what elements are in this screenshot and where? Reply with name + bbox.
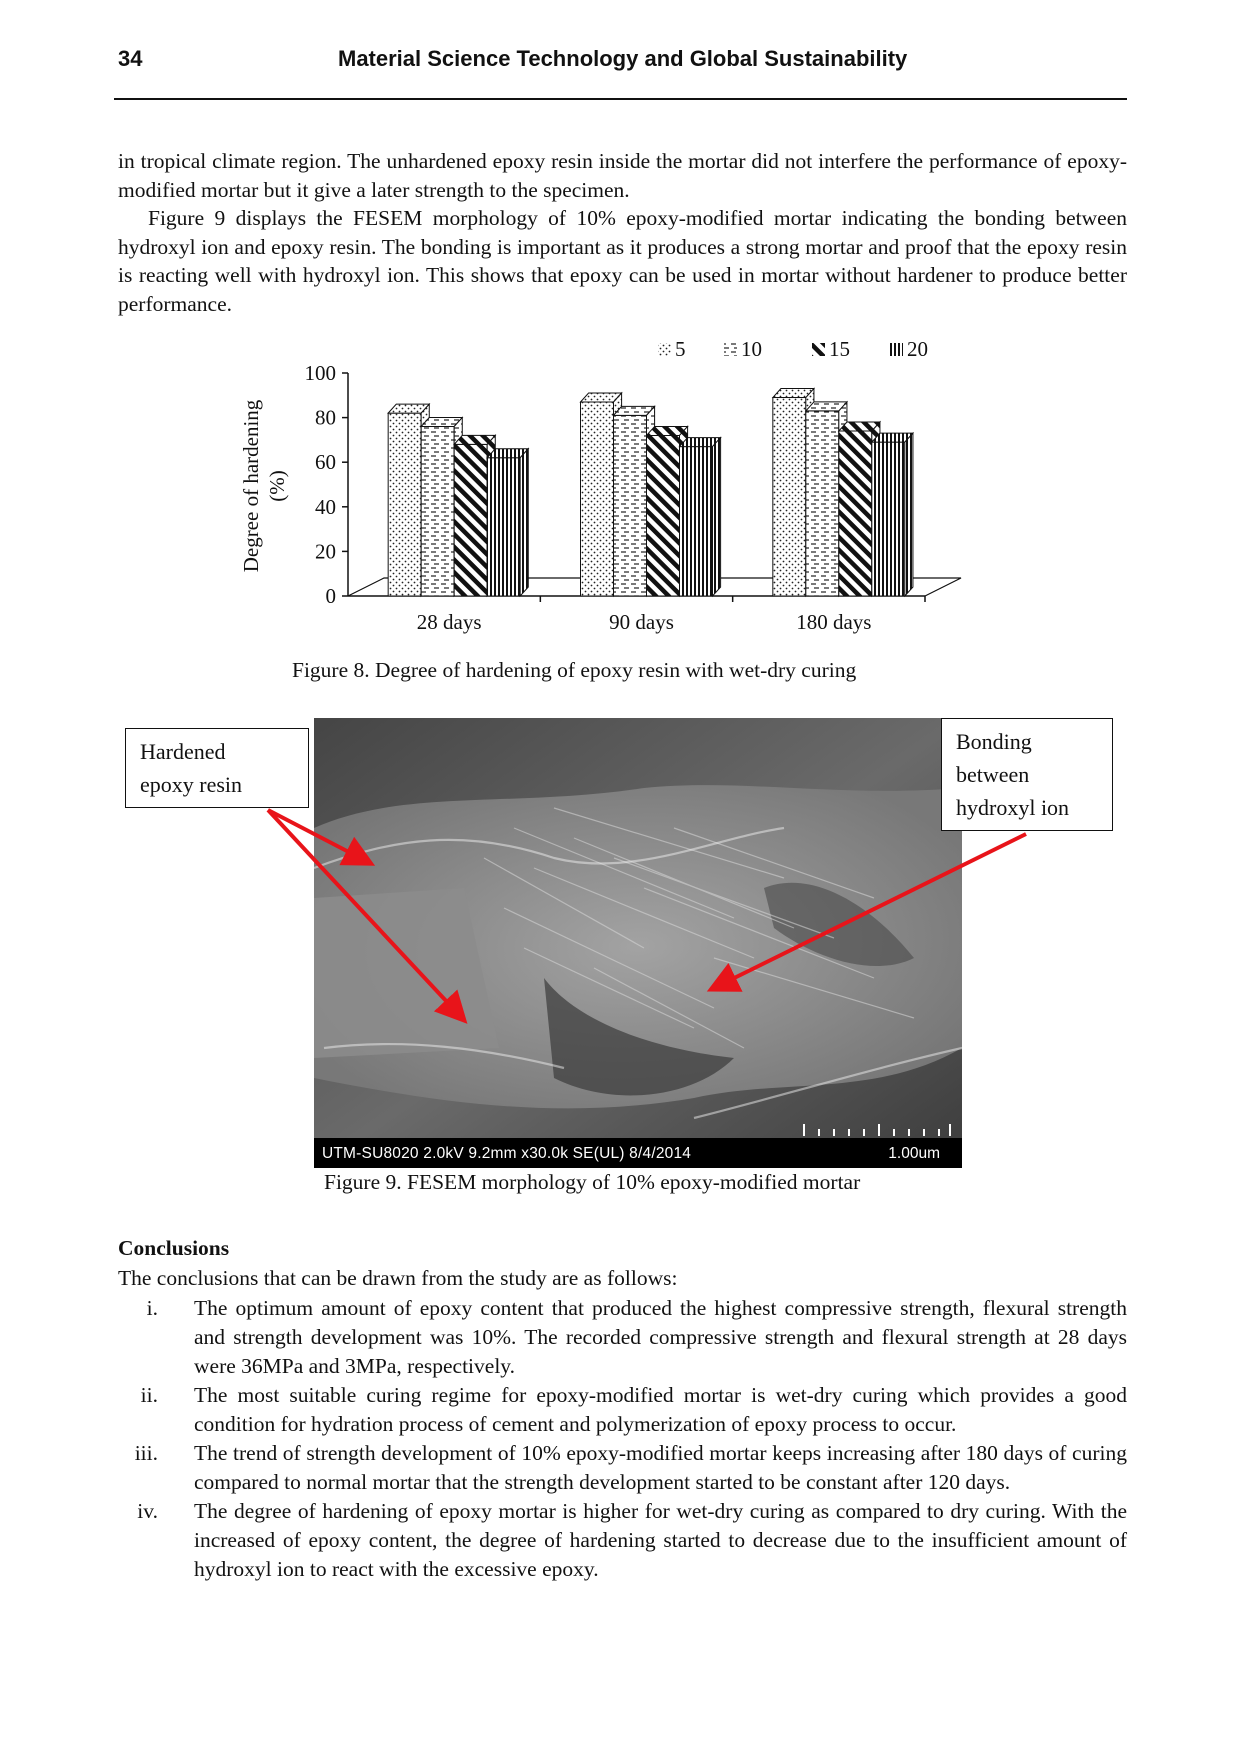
y-tick-label: 60 bbox=[315, 450, 336, 475]
conclusions-intro: The conclusions that can be drawn from the study are as follows: bbox=[118, 1266, 678, 1290]
fesem-scale-label: 1.00um bbox=[888, 1145, 940, 1162]
page-number: 34 bbox=[118, 46, 143, 71]
y-tick-label: 80 bbox=[315, 405, 336, 430]
figure-9-caption: Figure 9. FESEM morphology of 10% epoxy-modified mortar bbox=[324, 1170, 861, 1194]
legend-label: 20 bbox=[907, 337, 928, 361]
y-tick-label: 0 bbox=[325, 584, 336, 608]
y-tick-label: 20 bbox=[315, 539, 336, 564]
list-item-text: The trend of strength development of 10% epoxy-modified mortar keeps increasing after 180 days of curing compared to normal mortar that the strength development started to be constant after 120 days. bbox=[194, 1441, 1127, 1494]
y-axis-label: (%) bbox=[265, 470, 289, 502]
list-item-number: iii. bbox=[134, 1441, 158, 1465]
y-tick-label: 40 bbox=[315, 494, 336, 519]
callout-right-line-1: Bonding bbox=[956, 729, 1032, 754]
list-item-text: The degree of hardening of epoxy mortar is higher for wet-dry curing as compared to dry curing. With the increased of epoxy content, the degree of hardening started to decrease due to the insufficient amount of hydroxyl ion to react with the excessive epoxy. bbox=[194, 1499, 1127, 1581]
paragraph-2: Figure 9 displays the FESEM morphology of 10% epoxy-modified mortar indicating the bonding between hydroxyl ion and epoxy resin. The bonding is important as it produces a strong mortar and proof that the epoxy resin is reacting well with hydroxyl ion. This shows that epoxy can be used in mortar without hardener to produce better performance. bbox=[118, 206, 1127, 316]
list-item-number: i. bbox=[146, 1296, 158, 1320]
arrow-to-epoxy-upper bbox=[268, 810, 368, 862]
x-tick-label: 90 days bbox=[609, 610, 674, 634]
arrow-to-bonding bbox=[714, 834, 1026, 988]
list-item-text: The most suitable curing regime for epoxy-modified mortar is wet-dry curing which provides a good condition for hydration process of cement and polymerization of epoxy process to occur. bbox=[194, 1383, 1127, 1436]
list-item-number: iv. bbox=[137, 1499, 158, 1523]
legend-label: 10 bbox=[741, 337, 762, 361]
legend-label: 15 bbox=[829, 337, 850, 361]
legend-label: 5 bbox=[675, 337, 686, 361]
callout-right-line-2: between bbox=[956, 762, 1030, 787]
callout-left-line-2: epoxy resin bbox=[140, 772, 243, 797]
list-item-text: The optimum amount of epoxy content that produced the highest compressive strength, flexural strength and strength development was 10%. The recorded compressive strength and flexural strength at 28 days were 36MPa and 3MPa, respectively. bbox=[194, 1296, 1127, 1378]
callout-right-line-3: hydroxyl ion bbox=[956, 795, 1070, 820]
x-tick-label: 180 days bbox=[796, 610, 872, 634]
arrow-to-epoxy-lower bbox=[268, 810, 462, 1018]
list-item bbox=[118, 1294, 1127, 1381]
y-axis-label: Degree of hardening bbox=[239, 399, 263, 573]
callout-left-line-1: Hardened bbox=[140, 739, 226, 764]
list-item bbox=[118, 1497, 1127, 1584]
list-item bbox=[118, 1381, 1127, 1439]
y-tick-label: 100 bbox=[304, 361, 336, 385]
figure-8-caption: Figure 8. Degree of hardening of epoxy resin with wet-dry curing bbox=[292, 658, 857, 682]
x-tick-label: 28 days bbox=[416, 610, 482, 634]
journal-title: Material Science Technology and Global Sustainability bbox=[338, 46, 908, 71]
conclusions-list bbox=[118, 1294, 1127, 1584]
list-item-number: ii. bbox=[140, 1383, 158, 1407]
paragraph-1: in tropical climate region. The unhardened epoxy resin inside the mortar did not interfere the performance of epoxy-modified mortar but it give a later strength to the specimen. bbox=[118, 149, 1127, 202]
conclusions-heading: Conclusions bbox=[118, 1236, 230, 1260]
list-item bbox=[118, 1439, 1127, 1497]
fesem-info-text: UTM-SU8020 2.0kV 9.2mm x30.0k SE(UL) 8/4/2014 bbox=[322, 1145, 692, 1162]
